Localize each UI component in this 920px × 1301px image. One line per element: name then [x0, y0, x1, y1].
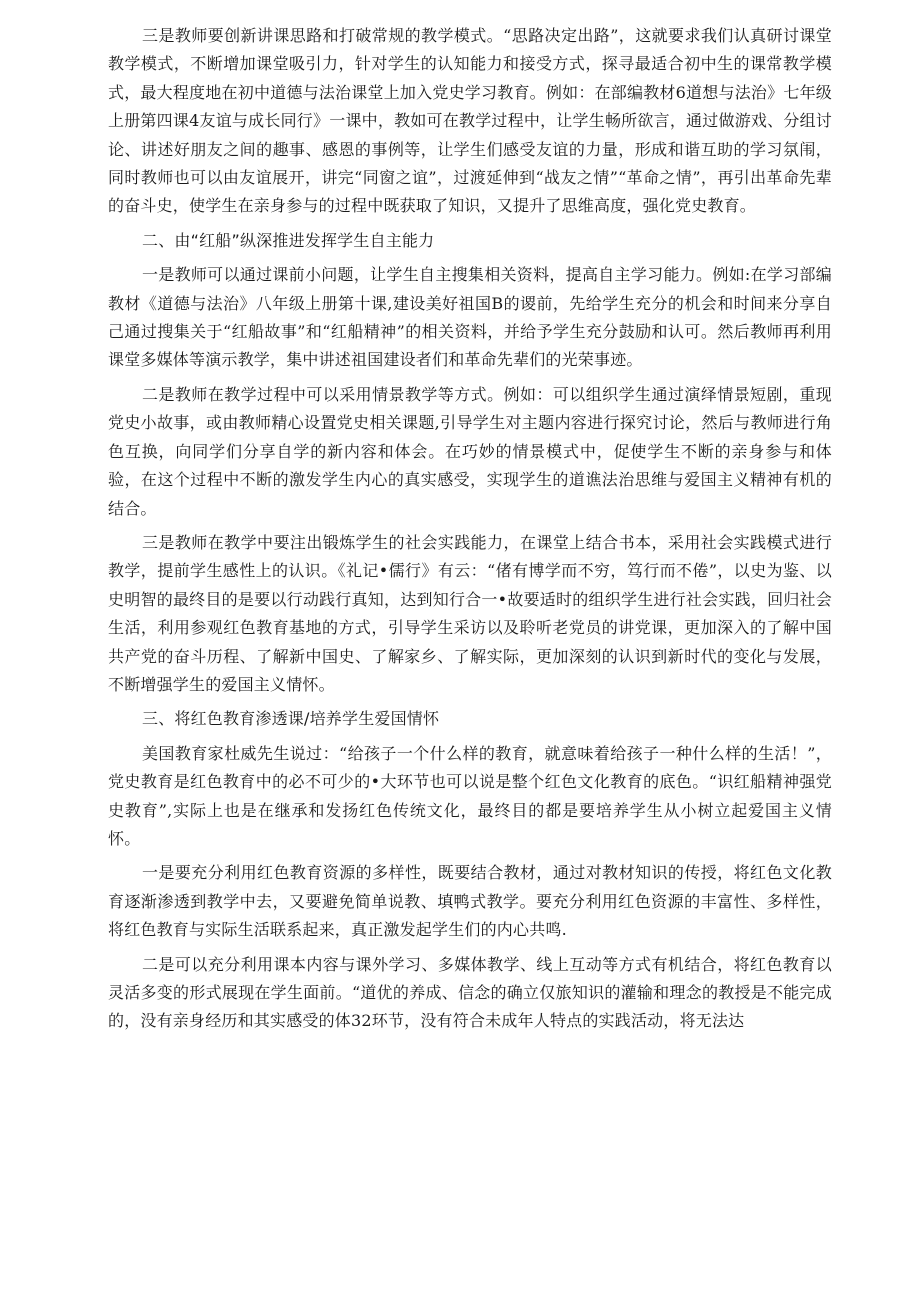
- paragraph-multimedia-combination: 二是可以充分利用课本内容与课外学习、多媒体教学、线上互动等方式有机结合，将红色教育以灵活多变的形式展现在学生面前。“道优的养成、信念的确立仅旅知识的灌输和理念的教授是不能完成的，没有亲身经历和其实感受的体32环节，没有符合未成年人特点的实践活动，将无法达: [108, 954, 832, 1031]
- paragraph-scenario-teaching: 二是教师在教学过程中可以采用情景教学等方式。例如：可以组织学生通过演绎情景短剧，重现党史小故事，或由教师精心设置党史相关课题,引导学生对主题内容进行探究讨论，然后与教师进行角色互换，向同学们分享自学的新内容和体会。在巧妙的情景模式中，促使学生不断的亲身参与和体验，在这个过程中不断的激发学生内心的真实感受，实现学生的道谯法治思维与爱国主义精神有机的结合。: [108, 384, 832, 518]
- paragraph-dewey-quote: 美国教育家杜威先生说过：“给孩子一个什么样的教育，就意味着给孩子一种什么样的生活！”，党史教育是红色教育中的必不可少的•大环节也可以说是整个红色文化教育的底色。“识红船精神强党史教育”,实际上也是在继承和发扬红色传统文化，最终目的都是要培养学生从小树立起爱国主义情怀。: [108, 743, 832, 848]
- section-heading-red-education: 三、将红色教育渗透课/培养学生爱国情怀: [142, 709, 440, 729]
- paragraph-teaching-mode: 三是教师要创新讲课思路和打破常规的教学模式。“思路决定出路”，这就要求我们认真研讨课堂教学模式，不断增加课堂吸引力，针对学生的认知能力和接受方式，探寻最适合初中生的课常教学模式，最大程度地在初中道德与法治课堂上加入党史学习教育。例如：在部编教材6道想与法治》七年级上册第四课4友谊与成长同行》一课中，教如可在教学过程中，让学生畅所欲言，通过做游戏、分组讨论、讲述好朋友之间的趣事、感恩的事例等，让学生们感受友谊的力量，形成和谐互助的学习氛闱，同时教师也可以由友谊展开，讲完“同窗之谊”，过渡延伸到“战友之情”“革命之情”，再引出革命先辈的奋斗史，使学生在亲身参与的过程中既获取了知识，又提升了思维高度，强化党史教育。: [108, 26, 832, 216]
- paragraph-social-practice: 三是教师在教学中要注出锻炼学生的社会实践能力，在课堂上结合书本，采用社会实践模式进行教学，提前学生感性上的认识。《礼记•儒行》有云：“偖有博学而不穷，笃行而不倦”，以史为鉴、以史明智的最终目的是要以行动践行真知，达到知行合一•故要适时的组织学生进行社会实践，回归社会生活，利用参观红色教育基地的方式，引导学生采访以及聆听老党员的讲党课，更加深入的了解中国共产党的奋斗历程、了解新中国史、了解家乡、了解实际，更加深刻的认识到新时代的变化与发展，不断增强学生的爱国主义情怀。: [108, 532, 832, 694]
- document-page: [108, 22, 832, 1036]
- paragraph-red-resources: 一是要充分利用红色教育资源的多样性，既要结合教材，通过对教材知识的传授，将红色文化教育逐渐渗透到教学中去，又要避免简单说教、填鸭式教学。要充分利用红色资源的丰富性、多样性，将红色教育与实际生活联系起来，真正激发起学生们的内心共鸣.: [108, 863, 832, 940]
- section-heading-red-boat: 二、由“红船”纵深推进发挥学生自主能力: [142, 230, 435, 250]
- paragraph-pre-class-questions: 一是教师可以通过课前小问题，让学生自主搜集相关资料，提高自主学习能力。例如:在学习部编教材《道德与法治》八年级上册第十课,建设美好祖国B的谡前，先给学生充分的机会和时间来分享自己通过搜集关于“红船故事”和“红船精神”的相关资料，并给予学生充分鼓励和认可。然后教师再利用课堂多媒体等演示教学，集中讲述祖国建设者们和革命先辈们的光荣事迹。: [108, 265, 832, 370]
